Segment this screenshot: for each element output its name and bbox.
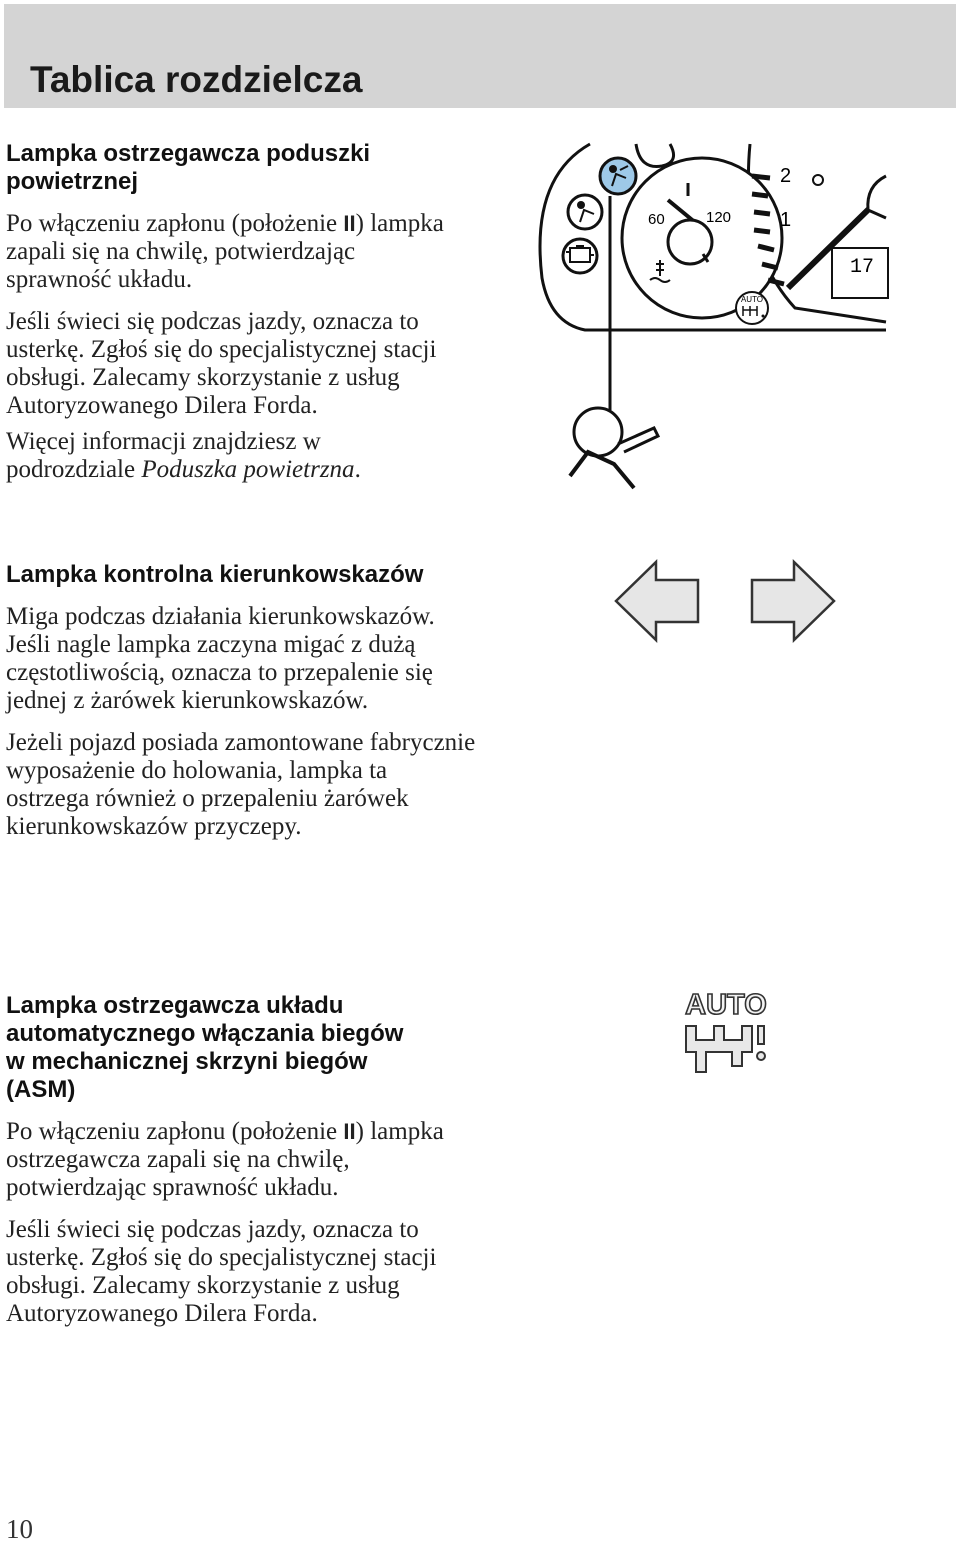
svg-text:17: 17	[850, 256, 875, 279]
temp-low-label: 60	[648, 211, 665, 228]
paragraph: Jeśli świeci się podczas jazdy, oznacza to usterkę. Zgłoś się do specjalistycznej stacji obsługi. Zalecamy skorzystanie z usług Autoryzowanego Dilera Forda.	[6, 1216, 437, 1327]
paragraph: Po włączeniu zapłonu (położenie II) lampka ostrzegawcza zapali się na chwilę, potwierdzając sprawność układu.	[6, 1118, 444, 1201]
gearshift-pattern-icon	[686, 1026, 752, 1072]
page-title: Tablica rozdzielcza	[30, 59, 363, 100]
asm-gearshift-figure	[678, 986, 774, 1078]
page-header	[4, 4, 956, 108]
page-number: 10	[6, 1514, 33, 1544]
arrow-left-icon	[616, 562, 698, 640]
rpm-1-label: 1	[780, 209, 792, 231]
section-asm-warning	[6, 992, 526, 1328]
svg-text:AUTO: AUTO	[740, 295, 764, 304]
section-turn-signals	[6, 561, 526, 841]
section-airbag-warning	[6, 140, 536, 484]
paragraph: Miga podczas działania kierunkowskazów. Jeśli nagle lampka zaczyna migać z dużą częstotliwością, oznacza to przepalenie się jednej z żarówek kierunkowskazów.	[6, 603, 435, 714]
section-title: Lampka ostrzegawcza poduszki powietrznej	[6, 140, 371, 195]
temp-high-label: 120	[706, 209, 732, 226]
airbag-icon	[568, 195, 602, 229]
section-title: Lampka kontrolna kierunkowskazów	[6, 561, 424, 588]
turn-signal-figure	[612, 558, 838, 644]
airbag-enlarged-icon	[574, 408, 622, 456]
section-title: Lampka ostrzegawcza układu automatycznego włączania biegów w mechanicznej skrzyni biegów (ASM)	[6, 992, 404, 1103]
auto-label: AUTO	[685, 989, 767, 1021]
exclamation-icon	[758, 1026, 764, 1044]
paragraph: Więcej informacji znajdziesz w podrozdziale Poduszka powietrzna.	[6, 428, 361, 483]
instrument-cluster-figure	[530, 138, 890, 498]
paragraph: Po włączeniu zapłonu (położenie II) lampka zapali się na chwilę, potwierdzając sprawność układu.	[6, 210, 444, 293]
rpm-2-label: 2	[780, 165, 792, 187]
paragraph: Jeśli świeci się podczas jazdy, oznacza to usterkę. Zgłoś się do specjalistycznej stacji obsługi. Zalecamy skorzystanie z usług Autoryzowanego Dilera Forda.	[6, 308, 437, 419]
paragraph: Jeżeli pojazd posiada zamontowane fabrycznie wyposażenie do holowania, lampka ta ostrzega również o przepaleniu żarówek kierunkowskazów przyczepy.	[6, 729, 476, 840]
airbag-lamp-highlighted-icon	[600, 158, 636, 194]
arrow-right-icon	[752, 562, 834, 640]
